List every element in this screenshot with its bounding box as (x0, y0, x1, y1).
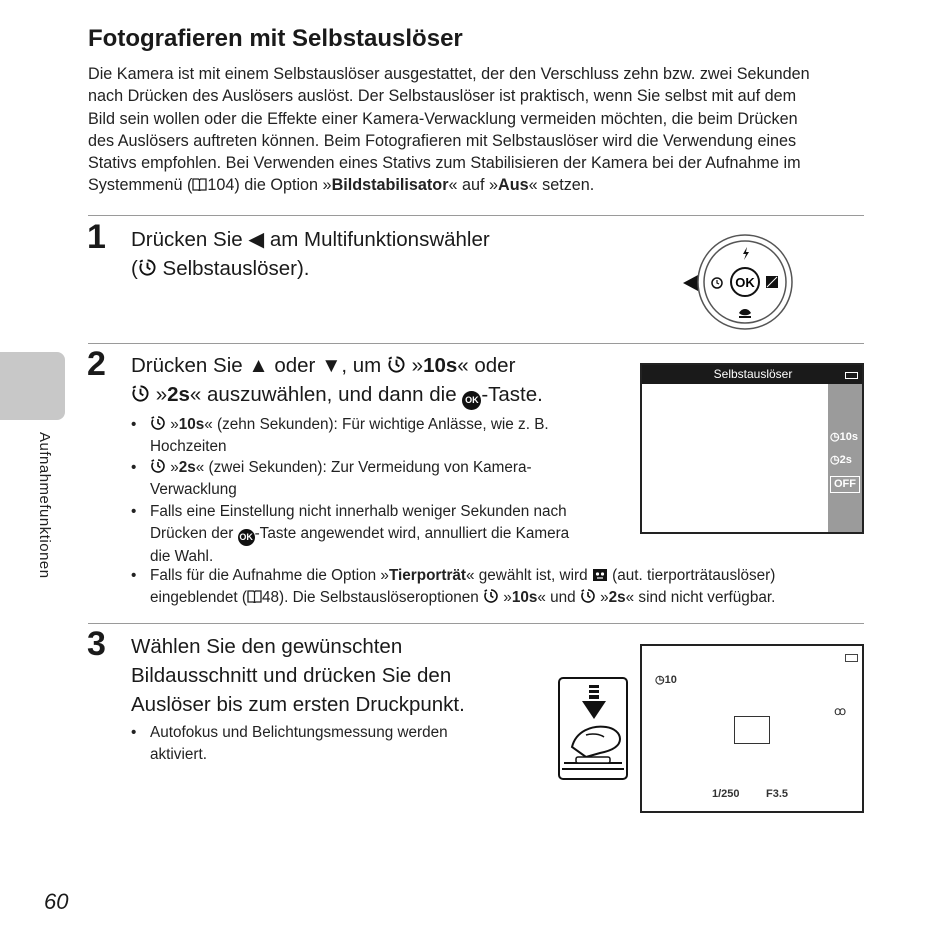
step-text: Wählen Sie den gewünschten (131, 635, 403, 658)
option-10s: 10s (423, 354, 458, 377)
bullet-text: Falls für die Aufnahme die Option » (150, 567, 389, 584)
step-1-instruction (131, 225, 490, 283)
bullet-text: 48). Die Selbstauslöseroptionen (261, 588, 484, 606)
intro-line: Die Kamera ist mit einem Selbstauslöser ausgestattet, der den Verschluss zehn bzw. zwei Sekunden (88, 65, 810, 83)
step-1-number: 1 (87, 218, 106, 256)
page-number: 60 (44, 889, 69, 914)
self-timer-icon (138, 258, 157, 277)
menu-option-10s[interactable]: ◷10s (830, 431, 858, 443)
bullet-bold: 10s (178, 416, 205, 433)
intro-bold-option: Bildstabilisator (331, 176, 449, 195)
ok-button-icon: OK (462, 391, 481, 410)
bullet-text: eingeblendet ( (150, 588, 247, 606)
intro-line: nach Drücken des Auslösers auslöst. Der Selbstauslöser ist praktisch, wenn Sie selbst mit auf dem (88, 87, 797, 106)
step-text: » (405, 354, 424, 377)
intro-bold-value: Aus (498, 176, 529, 195)
intro-line: des Auslösers auftreten können. Beim Fotografieren mit Selbstauslöser wird die Verwendung eines (88, 131, 797, 150)
step-text: oder (268, 354, 322, 377)
section-tab-label: Aufnahmefunktionen (36, 432, 53, 579)
intro-text: « auf » (448, 176, 499, 195)
self-timer-icon (150, 415, 166, 431)
step-text: Drücken Sie (131, 228, 249, 251)
arrow-left-icon: ◀ (248, 228, 265, 251)
shooting-screen (640, 644, 864, 813)
menu-title-bar (642, 365, 862, 384)
intro-paragraph (88, 63, 878, 197)
timer-value: 10 (664, 674, 677, 686)
bullet-text: « (zehn Sekunden): Für wichtige Anlässe, wie z. B. (204, 416, 549, 433)
step-text: Bildausschnitt und drücken Sie den (131, 664, 452, 687)
pet-portrait-auto-release-icon (592, 566, 608, 582)
bullet-cancel: • Falls eine Einstellung nicht innerhalb weniger Sekunden nach Drücken der OK -Taste angewendet wird, annulliert die Kamera die Wahl. (150, 501, 620, 567)
bullet-pet-portrait: • Falls für die Aufnahme die Option »Tierporträt« gewählt ist, wird (aut. tierporträtauslöser) eingeblendet ( 48). Die Selbstauslöseroptionen »10s« und »2s« sind nicht verfügbar. (131, 567, 776, 606)
self-timer-indicator: ◷10 (655, 674, 677, 686)
bullet-text: « (zwei Sekunden): Zur Vermeidung von Kamera- (195, 459, 532, 476)
arrow-up-icon: ▲ (248, 354, 269, 377)
ok-button-icon: OK (238, 529, 255, 546)
menu-option-2s[interactable]: ◷2s (830, 454, 852, 466)
bullet-text: Verwacklung (150, 480, 237, 498)
section-tab (0, 352, 65, 420)
bullet-bold: Tierporträt (388, 567, 467, 584)
step-3-number: 3 (87, 625, 106, 663)
macro-icon (739, 309, 751, 315)
menu-option-off[interactable]: OFF (830, 476, 860, 493)
bullet-text: » (595, 588, 609, 606)
divider (88, 343, 864, 344)
intro-ref-text: 104) die Option » (207, 176, 332, 195)
step-2-number: 2 (87, 345, 106, 383)
battery-icon (845, 372, 858, 379)
step-2-instruction (131, 351, 543, 410)
self-timer-icon (387, 355, 406, 374)
bullet-text: » (166, 459, 179, 476)
aperture-value: F3.5 (766, 788, 789, 800)
bullet-text: aktiviert. (150, 745, 207, 763)
bullet-text: Drücken der (150, 524, 238, 542)
arrow-left-icon (683, 275, 698, 291)
step-text: Auslöser bis zum ersten Druckpunkt. (131, 693, 465, 716)
battery-icon (845, 654, 858, 662)
vr-icon: ꝏ (834, 704, 847, 718)
page-title: Fotografieren mit Selbstauslöser (88, 25, 463, 52)
bullet-text: (aut. tierporträtauslöser) (607, 567, 776, 584)
step-text: « oder (457, 354, 516, 377)
step-text: Drücken Sie (131, 354, 249, 377)
step-text: -Taste. (481, 383, 543, 406)
multi-selector-dial (678, 233, 796, 331)
step-text: « auszuwählen, und dann die (189, 383, 463, 406)
bullet-10s: • »10s« (zehn Sekunden): Für wichtige Anlässe, wie z. B. Hochzeiten (150, 414, 620, 457)
bullet-autofocus: • Autofokus und Belichtungsmessung werden aktiviert. (150, 722, 510, 765)
option-label: 2s (839, 454, 852, 466)
step-text: Selbstauslöser). (156, 257, 310, 280)
bullet-text: « und (537, 588, 580, 606)
bullet-text: Falls eine Einstellung nicht innerhalb weniger Sekunden nach (150, 503, 567, 520)
divider (88, 623, 864, 624)
shutter-speed: 1/250 (712, 788, 740, 800)
self-timer-icon (131, 384, 150, 403)
ok-label: OK (735, 275, 755, 290)
intro-line-last (88, 174, 878, 196)
intro-text: Systemmenü ( (88, 176, 193, 195)
shutter-half-press-illustration (558, 677, 628, 780)
bullet-text: -Taste angewendet wird, annulliert die Kamera (254, 524, 570, 542)
bullet-text: « sind nicht verfügbar. (625, 588, 776, 606)
intro-line: Stativs empfohlen. Bei Verwenden eines Stativs zum Stabilisieren der Kamera bei der Aufnahme im (88, 154, 801, 173)
intro-line: Bild sein wollen oder die Effekte einer Kamera-Verwacklung vermeiden möchten, die beim Drücken (88, 109, 798, 128)
step-text: am Multifunktionswähler (264, 228, 490, 251)
bullet-text: Autofokus und Belichtungsmessung werden (150, 724, 448, 741)
step-text: » (150, 383, 168, 406)
bullet-bold: 2s (178, 459, 196, 476)
intro-text: « setzen. (528, 176, 595, 195)
flash-icon (743, 247, 749, 260)
self-timer-icon (580, 588, 596, 604)
option-2s: 2s (167, 383, 190, 406)
bullet-text: » (499, 588, 512, 606)
bullet-bold: 10s (511, 588, 538, 606)
arrow-down-icon: ▼ (321, 354, 342, 377)
self-timer-icon (483, 588, 499, 604)
bullet-text: die Wahl. (150, 547, 214, 565)
bullet-bold: 2s (608, 588, 626, 606)
self-timer-menu-screen (640, 363, 864, 534)
step-text: , um (341, 354, 387, 377)
book-reference-icon (247, 590, 262, 603)
menu-title: Selbstauslöser (713, 367, 793, 381)
book-reference-icon (192, 178, 207, 191)
focus-area-frame (734, 716, 770, 744)
bullet-2s: • »2s« (zwei Sekunden): Zur Vermeidung von Kamera- Verwacklung (150, 457, 620, 500)
bullet-text: » (166, 416, 179, 433)
menu-options-column (828, 384, 862, 532)
self-timer-icon (150, 458, 166, 474)
bullet-text: Hochzeiten (150, 437, 227, 455)
step-3-instruction (131, 632, 465, 719)
bullet-text: « gewählt ist, wird (466, 567, 592, 584)
divider (88, 215, 864, 216)
option-label: 10s (839, 431, 858, 443)
step-text: ( (131, 257, 138, 280)
